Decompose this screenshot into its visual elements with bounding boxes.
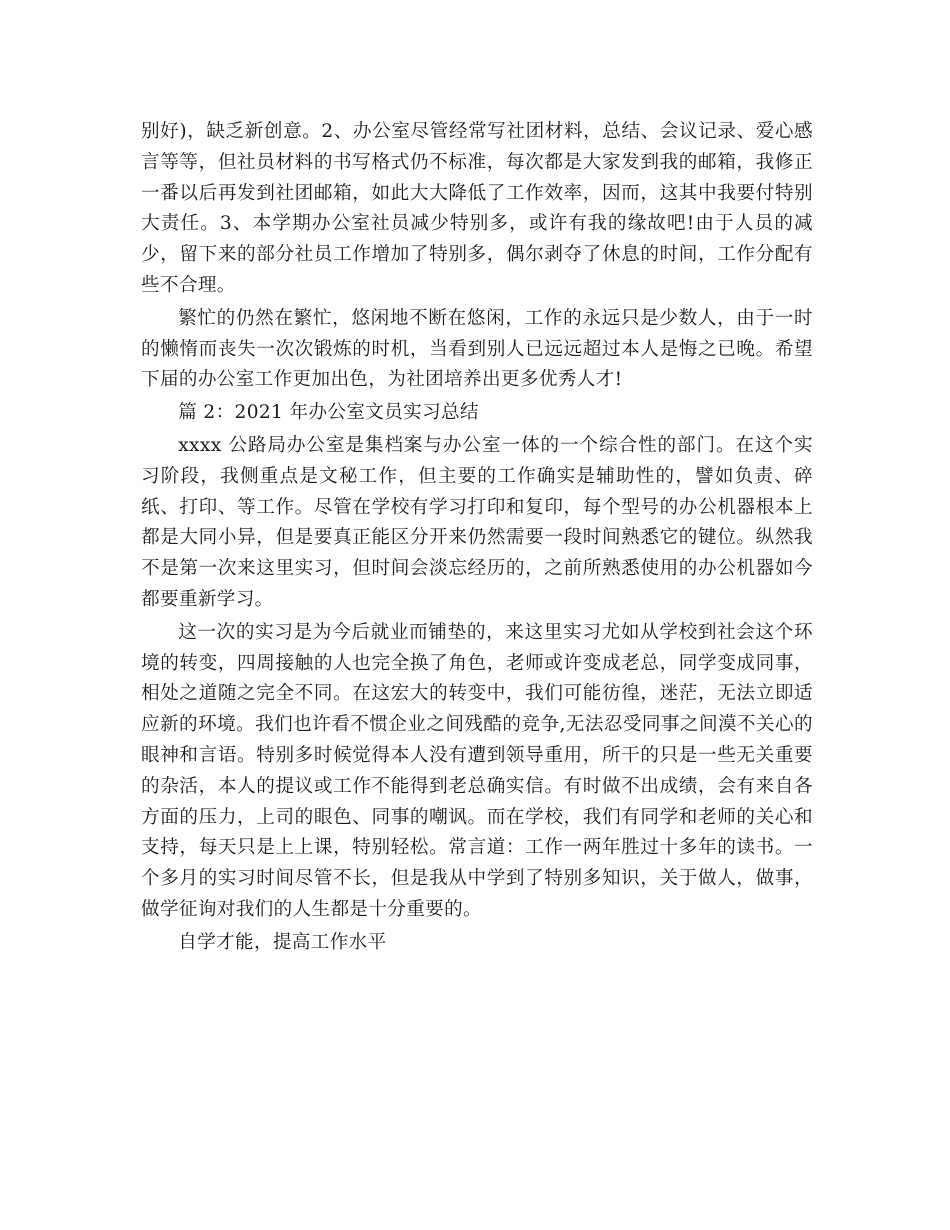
paragraph-reflection: 繁忙的仍然在繁忙，悠闲地不断在悠闲，工作的永远只是少数人，由于一时的懒惰而丧失一次次锻炼的时机，当看到别人已远远超过本人是悔之已晚。希望下届的办公室工作更加出色，为社团培养出更多优秀人才! xyxy=(141,307,813,391)
paragraph-internship-transition: 这一次的实习是为今后就业而铺垫的，来这里实习尤如从学校到社会这个环境的转变，四周接触的人也完全换了角色，老师或许变成老总，同学变成同事，相处之道随之完全不同。在这宏大的转变中，我们可能彷徨，迷茫，无法立即适应新的环境。我们也许看不惯企业之间残酷的竞争,无法忍受同事之间漠不关心的眼神和言语。特别多时候觉得本人没有遭到领导重用，所干的只是一些无关重要的杂活，本人的提议或工作不能得到老总确实信。有时做不出成绩，会有来自各方面的压力，上司的眼色、同事的嘲讽。而在学校，我们有同学和老师的关心和支持，每天只是上上课，特别轻松。常言道：工作一两年胜过十多年的读书。一个多月的实习时间尽管不长，但是我从中学到了特别多知识，关于做人，做事，做学征询对我们的人生都是十分重要的。 xyxy=(141,621,813,920)
paragraph-continued-issues: 别好)，缺乏新创意。2、办公室尽管经常写社团材料，总结、会议记录、爱心感言等等，但社员材料的书写格式仍不标准，每次都是大家发到我的邮箱，我修正一番以后再发到社团邮箱，如此大大降低了工作效率，因而，这其中我要付特别大责任。3、本学期办公室社员减少特别多，或许有我的缘故吧!由于人员的减少，留下来的部分社员工作增加了特别多，偶尔剥夺了休息的时间，工作分配有些不合理。 xyxy=(141,121,813,296)
subheading-self-study: 自学才能，提高工作水平 xyxy=(178,931,387,953)
section-heading-part2: 篇 2：2021 年办公室文员实习总结 xyxy=(178,402,479,424)
paragraph-office-intro: xxxx 公路局办公室是集档案与办公室一体的一个综合性的部门。在这个实习阶段，我侧重点是文秘工作，但主要的工作确实是辅助性的，譬如负责、碎纸、打印、等工作。尽管在学校有学习打印和复印，每个型号的办公机器根本上都是大同小异，但是要真正能区分开来仍然需要一段时间熟悉它的键位。纵然我不是第一次来这里实习，但时间会淡忘经历的，之前所熟悉使用的办公机器如今都要重新学习。 xyxy=(141,434,813,610)
document-body xyxy=(141,117,813,961)
